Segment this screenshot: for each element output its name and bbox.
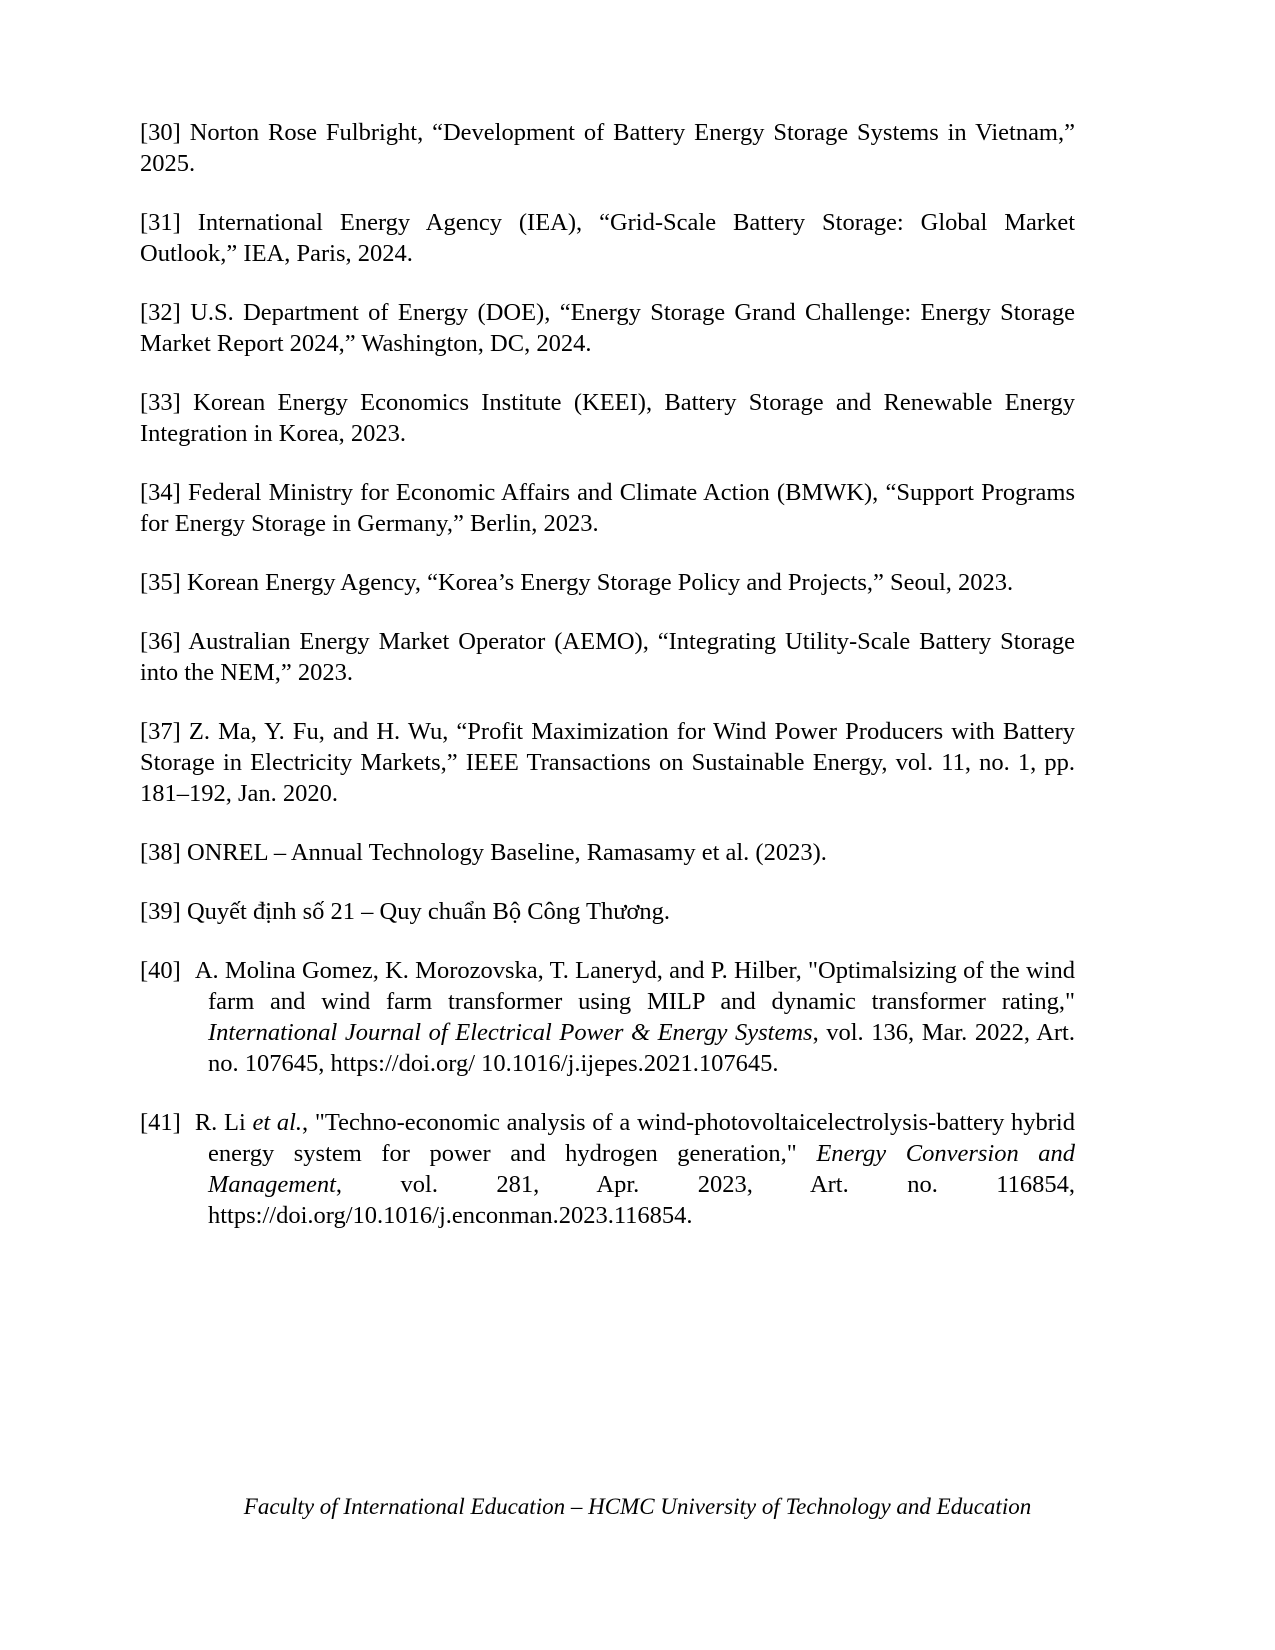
reference-tag: [39] bbox=[140, 897, 181, 925]
reference-item-41 bbox=[140, 1108, 1075, 1232]
reference-item-30 bbox=[140, 118, 1075, 180]
reference-tag: [35] bbox=[140, 568, 181, 596]
reference-item-36 bbox=[140, 627, 1075, 689]
reference-tag: [40] bbox=[140, 956, 181, 984]
reference-journal-title: International Journal of Electrical Power & Energy Systems bbox=[208, 1018, 813, 1046]
page-footer bbox=[0, 1494, 1275, 1520]
reference-item-34 bbox=[140, 478, 1075, 540]
reference-tag: [34] bbox=[140, 478, 181, 506]
reference-text: International Energy Agency (IEA), “Grid-Scale Battery Storage: Global Market Outlook,” IEA, Paris, 2024. bbox=[140, 208, 1075, 267]
reference-text: Federal Ministry for Economic Affairs and Climate Action (BMWK), “Support Programs for Energy Storage in Germany,” Berlin, 2023. bbox=[140, 478, 1075, 537]
reference-text-part: R. Li bbox=[194, 1108, 253, 1136]
reference-tag: [38] bbox=[140, 838, 181, 866]
reference-tag: [36] bbox=[140, 627, 181, 655]
reference-list bbox=[140, 118, 1075, 1260]
reference-tag: [37] bbox=[140, 717, 181, 745]
reference-text: Korean Energy Economics Institute (KEEI), Battery Storage and Renewable Energy Integration in Korea, 2023. bbox=[140, 388, 1076, 447]
reference-item-37 bbox=[140, 717, 1075, 810]
reference-journal-title: Energy Conversion and Management bbox=[208, 1139, 1075, 1198]
reference-text-part: , vol. 281, Apr. 2023, Art. no. 116854, https://doi.org/10.1016/j.enconman.2023.116854. bbox=[208, 1170, 1075, 1229]
reference-tag: [41] bbox=[140, 1108, 181, 1136]
reference-text-part: A. Molina Gomez, K. Morozovska, T. Laneryd, and P. Hilber, "Optimalsizing of the wind farm and wind farm transformer using MILP and dynamic transformer rating," bbox=[194, 956, 1075, 1015]
reference-et-al: et al. bbox=[252, 1108, 303, 1136]
reference-tag: [33] bbox=[140, 388, 181, 416]
reference-text: Australian Energy Market Operator (AEMO), “Integrating Utility-Scale Battery Storage into the NEM,” 2023. bbox=[140, 627, 1075, 686]
reference-item-39 bbox=[140, 897, 1075, 928]
reference-text: ONREL – Annual Technology Baseline, Ramasamy et al. (2023). bbox=[186, 838, 827, 866]
reference-text: Z. Ma, Y. Fu, and H. Wu, “Profit Maximization for Wind Power Producers with Battery Storage in Electricity Markets,” IEEE Transactions on Sustainable Energy, vol. 11, no. 1, pp. 181–192, Jan. 2020. bbox=[140, 717, 1076, 807]
reference-tag: [31] bbox=[140, 208, 181, 236]
reference-item-40 bbox=[140, 956, 1075, 1080]
reference-item-31 bbox=[140, 208, 1075, 270]
reference-item-38 bbox=[140, 838, 1075, 869]
reference-text: Norton Rose Fulbright, “Development of Battery Energy Storage Systems in Vietnam,” 2025. bbox=[140, 119, 1075, 177]
reference-item-32 bbox=[140, 298, 1075, 360]
reference-item-35 bbox=[140, 568, 1075, 599]
footer-text: Faculty of International Education – HCMC University of Technology and Education bbox=[243, 1494, 1032, 1519]
reference-tag: [32] bbox=[140, 298, 181, 326]
reference-item-33 bbox=[140, 388, 1075, 450]
reference-text: U.S. Department of Energy (DOE), “Energy Storage Grand Challenge: Energy Storage Market Report 2024,” Washington, DC, 2024. bbox=[140, 298, 1076, 357]
reference-text: Korean Energy Agency, “Korea’s Energy Storage Policy and Projects,” Seoul, 2023. bbox=[186, 568, 1014, 596]
reference-text-part: , "Techno-economic analysis of a wind-photovoltaicelectrolysis-battery hybrid energy system for power and hydrogen generation," bbox=[208, 1108, 1075, 1167]
reference-tag: [30] bbox=[140, 119, 181, 146]
reference-text: Quyết định số 21 – Quy chuẩn Bộ Công Thương. bbox=[186, 897, 671, 925]
reference-text-part: , vol. 136, Mar. 2022, Art. no. 107645, https://doi.org/ 10.1016/j.ijepes.2021.107645. bbox=[208, 1018, 1075, 1077]
